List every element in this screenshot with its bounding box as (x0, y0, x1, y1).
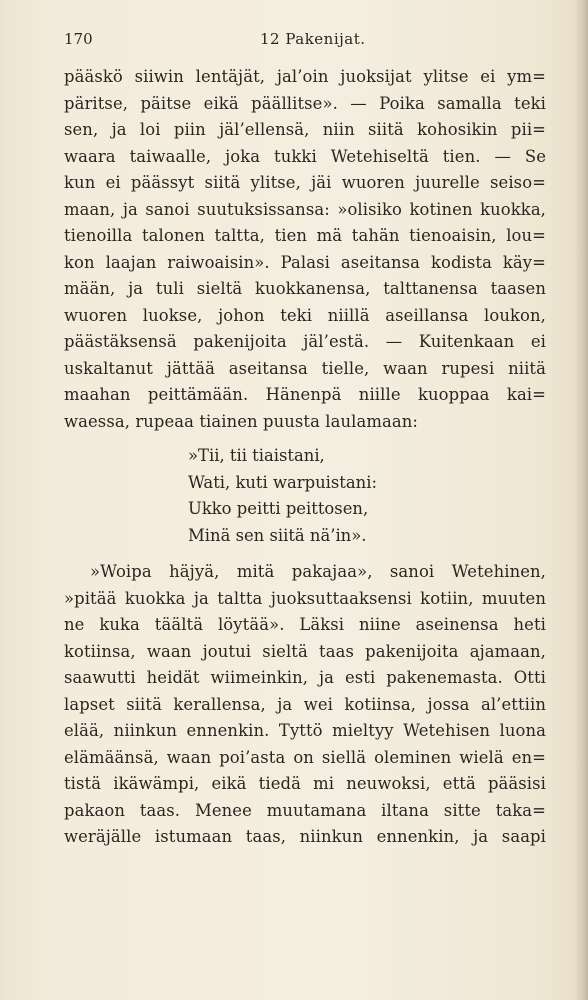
poem-stanza (64, 443, 546, 549)
text-line: wuoren luokse, johon teki niillä aseillansa loukon, (64, 305, 546, 325)
poem-line: Wati, kuti warpuistani: (188, 472, 377, 492)
text-line: saawutti heidät wiimeinkin, ja esti pakenemasta. Otti (64, 668, 546, 687)
text-line: weräjälle istumaan taas, niinkun ennenkin, ja saapi (64, 827, 546, 846)
text-line: pääskö siiwin lentäjät, jal’oin juoksijat ylitse ei ym= (64, 67, 546, 86)
paragraph-1 (64, 64, 546, 435)
text-line: waara taiwaalle, joka tukki Wetehiseltä tien. — Se (64, 146, 546, 166)
text-line: maan, ja sanoi suutuksissansa: »olisiko kotinen kuokka, (64, 199, 546, 219)
text-line: sen, ja loi piin jäl’ellensä, niin siitä kohosikin pii= (64, 120, 546, 139)
text-line: elämäänsä, waan poi’asta on siellä oleminen wielä en= (64, 747, 546, 767)
text-line: elää, niinkun ennenkin. Tyttö mieltyy Wetehisen luona (64, 721, 546, 740)
text-line: päästäksensä pakenijoita jäl’estä. — Kuitenkaan ei (64, 332, 546, 351)
body-text (64, 64, 546, 851)
poem-line: Minä sen siitä nä’in». (188, 525, 367, 545)
page-header (64, 30, 544, 52)
text-line: tistä ikäwämpi, eikä tiedä mi neuwoksi, että pääsisi (64, 774, 546, 793)
text-line: waessa, rupeaa tiainen puusta laulamaan: (64, 411, 419, 431)
text-line: tienoilla talonen taltta, tien mä tahän tienoaisin, lou= (64, 226, 546, 245)
text-line: mään, ja tuli sieltä kuokkanensa, talttanensa taasen (64, 279, 546, 298)
text-line: lapset siitä kerallensa, ja wei kotiinsa, jossa al’ettiin (64, 694, 546, 714)
poem-line: »Tii, tii tiaistani, (188, 446, 325, 465)
text-line: kotiinsa, waan joutui sieltä taas pakenijoita ajamaan, (64, 641, 546, 661)
text-line: kon laajan raiwoaisin». Palasi aseitansa kodista käy= (64, 252, 546, 272)
paragraph-2 (64, 559, 546, 851)
running-head: 12 Pakenijat. (260, 30, 366, 48)
text-line: päritse, päitse eikä päällitse». — Poika samalla teki (64, 93, 546, 113)
text-line: »Woipa häjyä, mitä pakajaa», sanoi Wetehinen, (90, 562, 546, 581)
text-line: kun ei päässyt siitä ylitse, jäi wuoren juurelle seiso= (64, 173, 546, 192)
page-edge-shadow (574, 0, 588, 1000)
text-line: uskaltanut jättää aseitansa tielle, waan rupesi niitä (64, 358, 546, 378)
page-number: 170 (64, 30, 93, 48)
text-line: pakaon taas. Menee muutamana iltana sitte taka= (64, 800, 546, 820)
text-line: »pitää kuokka ja taltta juoksuttaaksensi kotiin, muuten (64, 588, 546, 608)
poem-line: Ukko peitti peittosen, (188, 499, 369, 518)
text-line: maahan peittämään. Hänenpä niille kuoppaa kai= (64, 385, 546, 404)
text-line: ne kuka täältä löytää». Läksi niine aseinensa heti (64, 615, 546, 634)
